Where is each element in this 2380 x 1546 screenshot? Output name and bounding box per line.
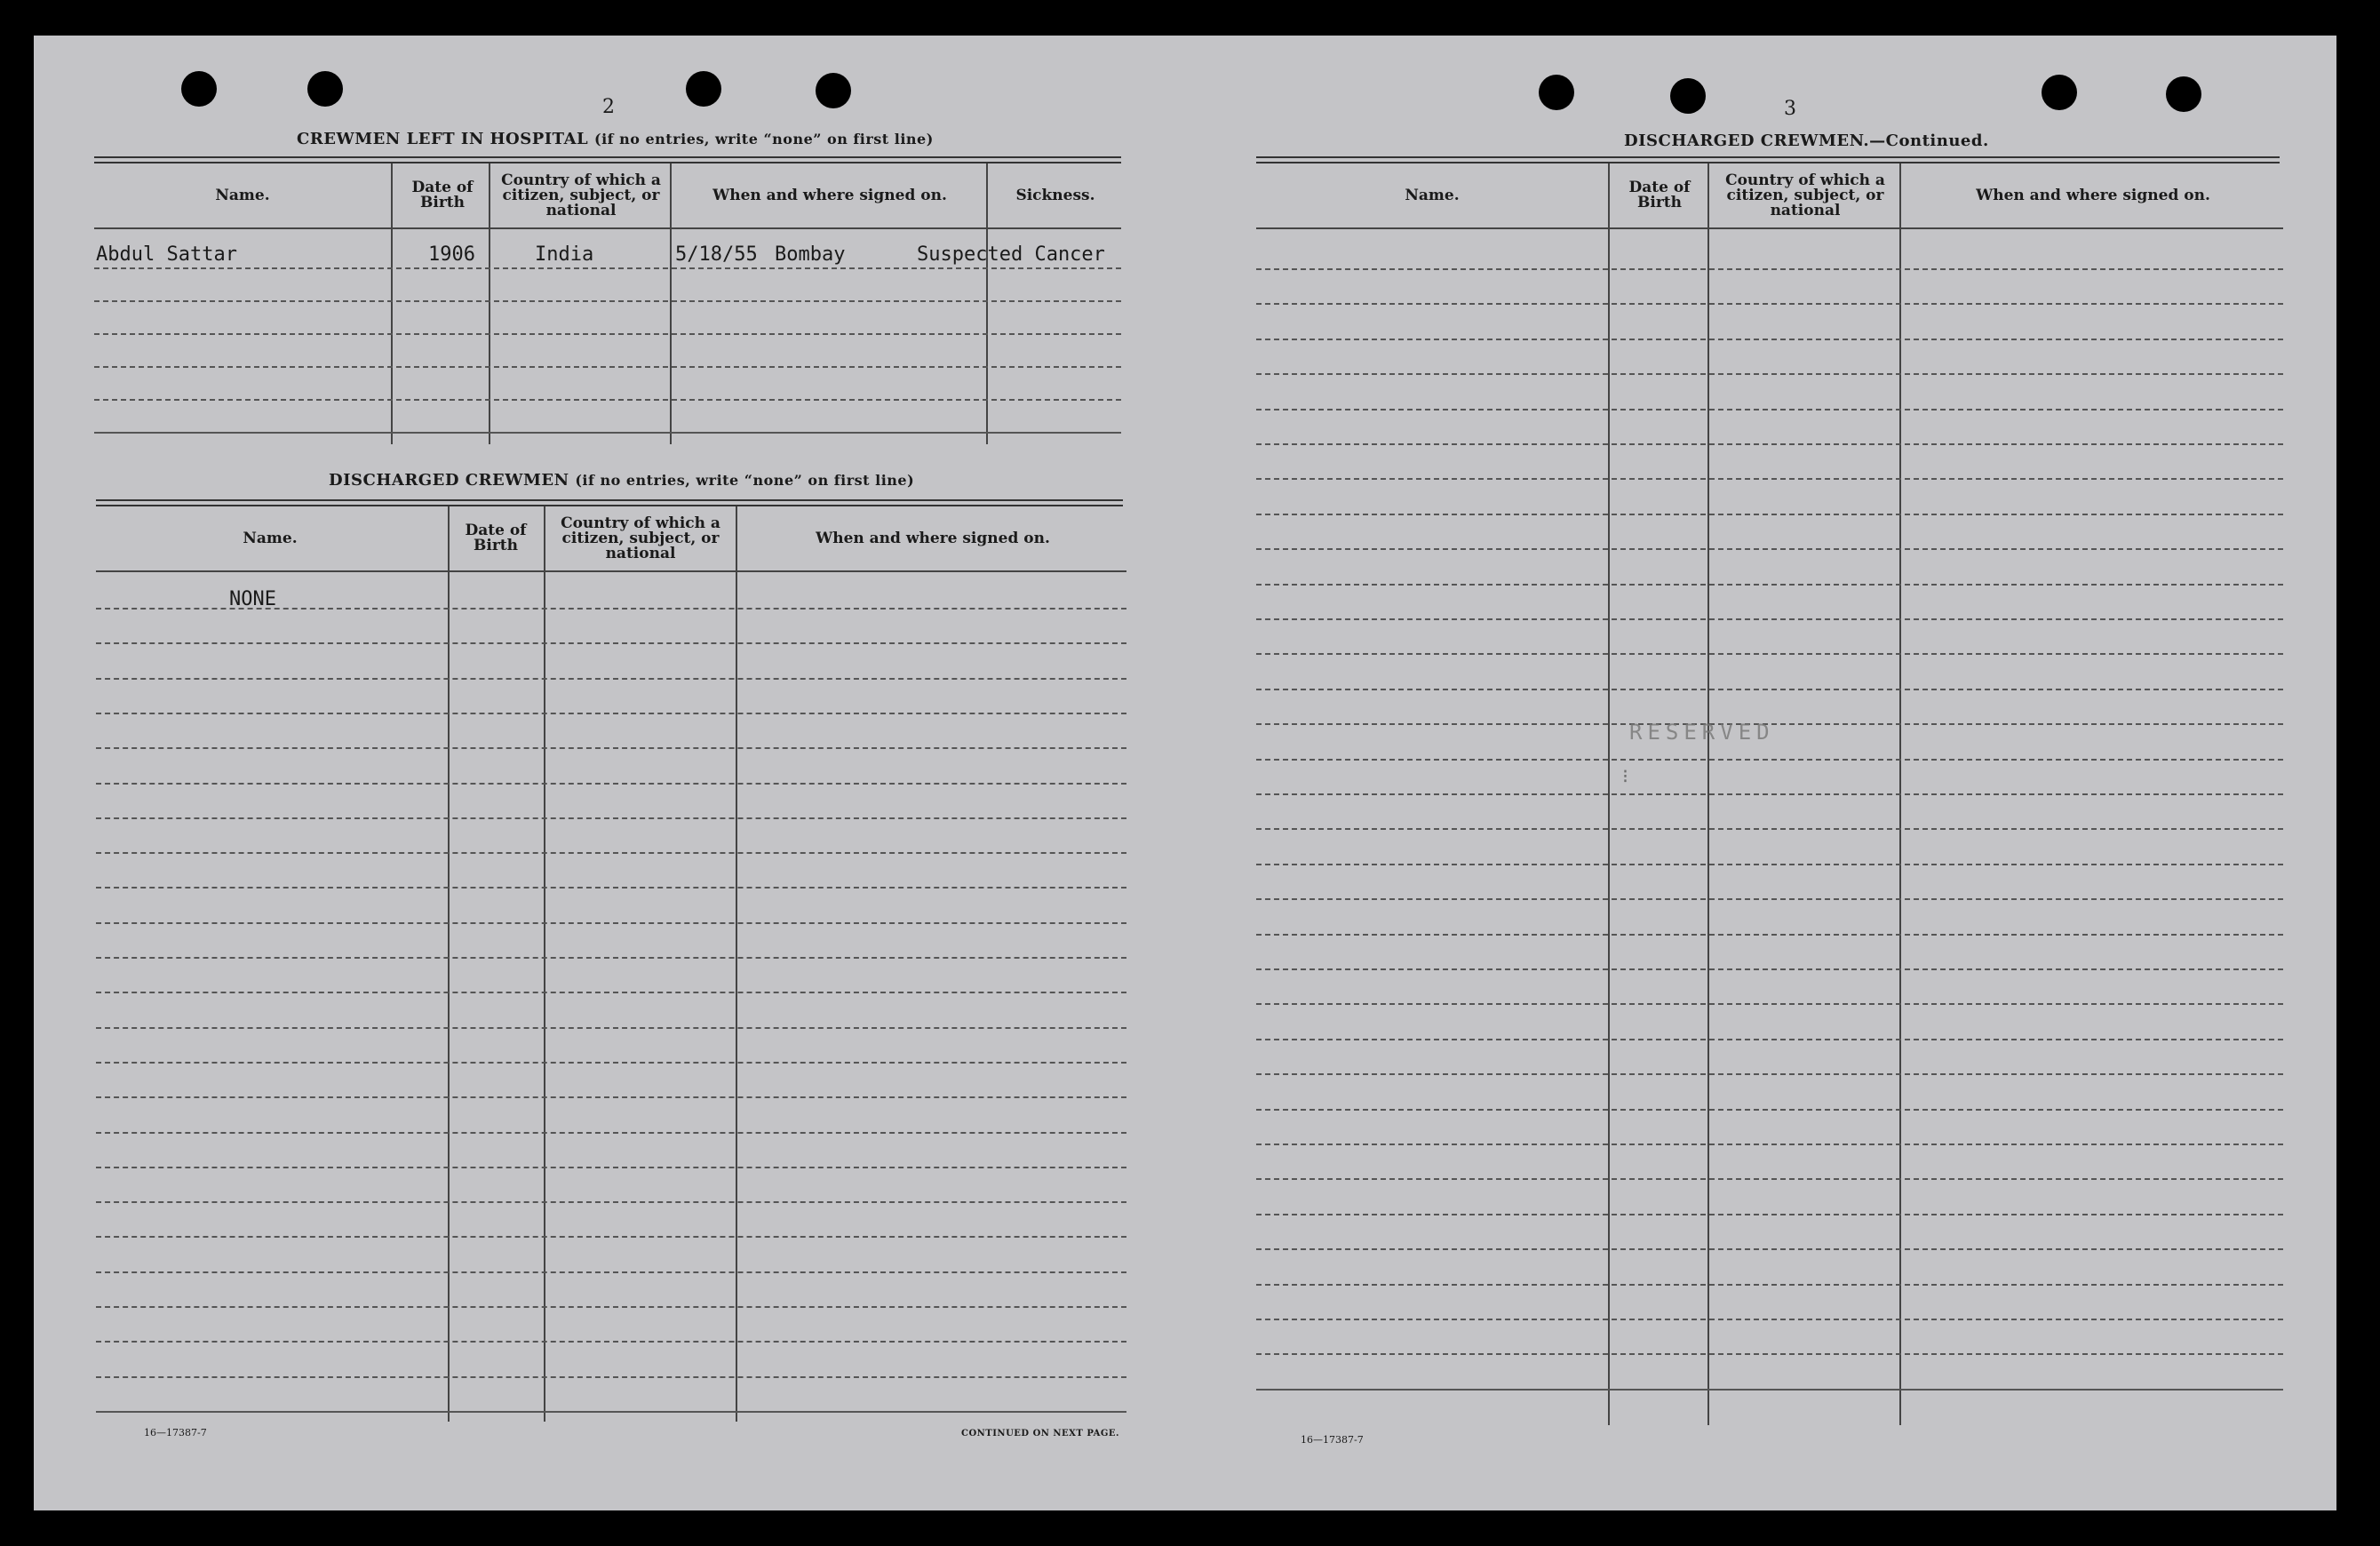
entry-line [1256,268,2283,270]
entry-line [1256,548,2283,550]
entry-line [94,267,1121,269]
entry-line [96,747,1126,749]
discharged-continued-title: DISCHARGED CREWMEN.—Continued. [1624,131,1989,150]
entry-dob: 1906 [428,243,475,266]
header-underline [1256,227,2283,229]
entry-line [1256,303,2283,305]
document-sheet [34,36,2336,1510]
left-page [92,36,1176,1510]
entry-line [96,1341,1126,1343]
col-header-country: Country of which a citizen, subject, or national [561,514,720,562]
column-divider [489,163,490,444]
entry-line [96,957,1126,959]
entry-line [1256,1178,2283,1180]
entry-line [94,366,1121,368]
page-number: 3 [1784,98,1796,120]
continued-note: CONTINUED ON NEXT PAGE. [961,1429,1120,1438]
entry-line [1256,409,2283,410]
entry-line [1256,1319,2283,1320]
entry-line [96,1271,1126,1273]
entry-line [1256,653,2283,655]
discharged-continued-rule [1256,156,2280,163]
col-header-name: Name. [1405,186,1460,204]
discharged-section-title [329,471,914,490]
entry-line [94,399,1121,401]
entry-line [96,642,1126,644]
header-underline [94,227,1121,229]
faint-mark: ⁝ [1622,766,1628,788]
page-number: 2 [602,96,615,118]
entry-line [96,1306,1126,1308]
column-divider [670,163,672,444]
col-header-signed: When and where signed on. [816,529,1050,547]
col-header-signed: When and where signed on. [712,186,947,204]
entry-line [1256,514,2283,515]
entry-line [96,1236,1126,1238]
entry-line [1256,1073,2283,1075]
hospital-table [94,163,1121,444]
col-header-country: Country of which a citizen, subject, or national [1725,171,1885,219]
entry-line [96,678,1126,680]
entry-line [94,333,1121,335]
column-divider [986,163,988,444]
entry-line [1256,1248,2283,1250]
entry-line [96,887,1126,889]
entry-line [1256,1003,2283,1005]
entry-line [1256,373,2283,375]
entry-line [1256,339,2283,340]
discharged-continued-table [1256,163,2283,1425]
entry-line [1256,689,2283,690]
entry-line [96,992,1126,993]
entry-line [1256,1214,2283,1215]
discharged-table [96,506,1126,1422]
entry-line [1256,618,2283,620]
entry-line [1256,478,2283,480]
entry-line [94,300,1121,302]
discharged-note: (if no entries, write “none” on first line) [575,472,915,489]
hospital-section-title [297,130,934,148]
entry-line [96,852,1126,854]
entry-signed-place: Bombay [775,243,846,266]
entry-line [1256,898,2283,900]
entry-line [96,922,1126,924]
hospital-note: (if no entries, write “none” on first line) [594,131,934,147]
entry-line [1256,934,2283,936]
entry-line [1256,968,2283,970]
entry-line [1256,1109,2283,1111]
entry-line [96,817,1126,819]
col-header-name: Name. [215,186,270,204]
entry-line [1256,864,2283,865]
col-header-dob: Date of Birth [465,522,527,554]
col-header-dob: Date of Birth [1628,179,1691,211]
entry-line [96,713,1126,714]
discharged-rule [96,499,1123,506]
form-number: 16—17387-7 [144,1427,207,1438]
entry-country: India [535,243,594,266]
hospital-rule [94,156,1121,163]
col-header-sickness: Sickness. [1015,186,1095,204]
hospital-title: CREWMEN LEFT IN HOSPITAL [297,130,589,148]
entry-name: NONE [229,588,276,610]
entry-line [96,1201,1126,1203]
entry-line [94,432,1121,434]
col-header-country: Country of which a citizen, subject, or national [501,171,661,219]
entry-line [96,1027,1126,1029]
entry-signed-date: 5/18/55 [675,243,758,266]
entry-name: Abdul Sattar [96,243,237,266]
discharged-title: DISCHARGED CREWMEN [329,471,569,490]
col-header-name: Name. [243,529,298,547]
entry-line [96,1062,1126,1064]
entry-line [96,1376,1126,1378]
entry-line [1256,828,2283,830]
entry-line [1256,1039,2283,1040]
entry-line [1256,1284,2283,1286]
entry-line [1256,1389,2283,1391]
column-divider [391,163,393,444]
right-page [1251,36,2326,1510]
entry-line [96,1167,1126,1168]
entry-line [96,1132,1126,1134]
entry-line [1256,793,2283,795]
entry-line [1256,1353,2283,1355]
header-underline [96,570,1126,572]
entry-line [1256,584,2283,586]
form-number: 16—17387-7 [1301,1434,1364,1446]
col-header-dob: Date of Birth [411,179,474,211]
entry-line [1256,759,2283,761]
col-header-signed: When and where signed on. [1976,186,2210,204]
entry-line [96,783,1126,785]
entry-line [96,1411,1126,1413]
entry-line [96,1096,1126,1098]
entry-line [1256,443,2283,445]
faint-stamp: RESERVED [1629,720,1775,745]
entry-line [1256,1144,2283,1145]
entry-sickness: Suspected Cancer [917,243,1105,266]
